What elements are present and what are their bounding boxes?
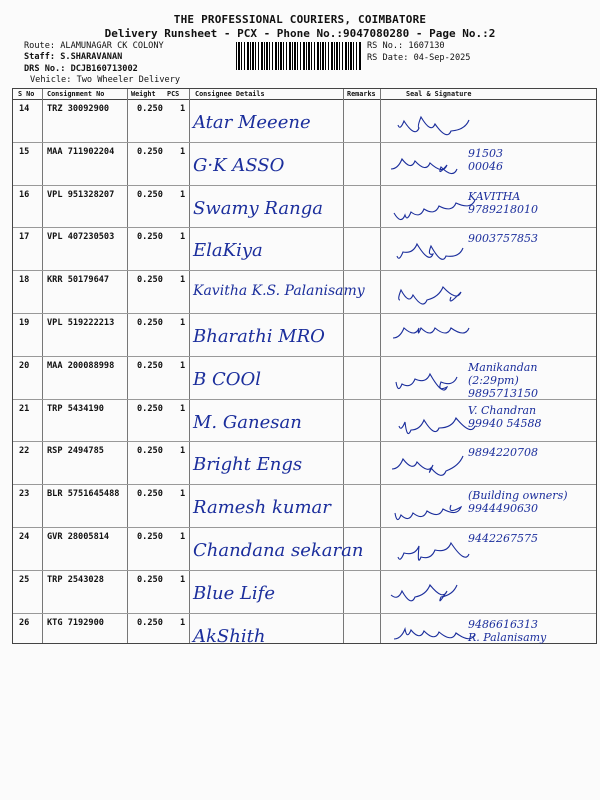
pcs-value: 1 [180, 104, 186, 114]
weight-value: 0.250 [137, 146, 163, 157]
signature-text: 9789218010 [468, 202, 538, 216]
row-sno: 18 [19, 275, 30, 286]
consignment-number: RSP 2494785 [47, 446, 104, 457]
row-sno: 21 [19, 403, 30, 414]
consignee-handwritten: Chandana sekaran [193, 539, 364, 561]
signature-area [383, 575, 588, 611]
signature-text: 9442267575 [468, 531, 538, 545]
signature-area [383, 489, 588, 525]
pcs-value: 1 [180, 275, 186, 286]
consignee-handwritten: AkShith [193, 625, 266, 647]
signature-area [383, 190, 588, 226]
consignment-number: VPL 407230503 [47, 232, 115, 243]
table-row [13, 357, 596, 400]
signature-area [383, 318, 588, 354]
consignee-handwritten: Kavitha K.S. Palanisamy [193, 283, 365, 300]
row-sno: 20 [19, 360, 30, 371]
signature-text: V. Chandran [468, 403, 537, 417]
runsheet-table [12, 88, 597, 647]
row-sno: 17 [19, 232, 30, 243]
weight-value: 0.250 [137, 275, 163, 286]
signature-area [383, 275, 588, 311]
rs-number: RS No.: 1607130 [367, 41, 445, 51]
consignment-number: TRP 2543028 [47, 574, 104, 585]
weight-value: 0.250 [137, 104, 163, 114]
consignee-handwritten: Swamy Ranga [193, 197, 323, 219]
pcs-value: 1 [180, 617, 186, 628]
consignee-handwritten: Blue Life [193, 582, 275, 604]
consignee-handwritten: Atar Meeene [193, 112, 311, 133]
consignee-handwritten: G·K ASSO [193, 154, 285, 176]
staff-label: Staff: S.SHARAVANAN [24, 52, 123, 62]
consignment-number: MAA 200088998 [47, 360, 115, 371]
signature-area [383, 404, 588, 440]
signature-area [383, 618, 588, 654]
table-row [13, 143, 596, 186]
pcs-value: 1 [180, 360, 186, 371]
consignment-number: KTG 7192900 [47, 617, 104, 628]
table-row [13, 528, 596, 571]
col-pcs: PCS [167, 90, 180, 98]
consignee-handwritten: ElaKiya [193, 240, 263, 262]
consignment-number: MAA 711902204 [47, 146, 115, 157]
table-row [13, 228, 596, 271]
pcs-value: 1 [180, 317, 186, 328]
col-weight: Weight [131, 90, 156, 98]
signature-text: (2:29pm) [468, 373, 519, 387]
table-row [13, 186, 596, 229]
consignment-number: VPL 519222213 [47, 317, 115, 328]
pcs-value: 1 [180, 489, 186, 500]
weight-value: 0.250 [137, 617, 163, 628]
table-body [13, 100, 596, 655]
signature-text: R. Palanisamy [468, 630, 547, 644]
weight-value: 0.250 [137, 446, 163, 457]
table-row [13, 314, 596, 357]
signature-scribble [383, 318, 588, 354]
row-sno: 26 [19, 617, 30, 628]
signature-text: 9003757853 [468, 232, 538, 246]
col-seal: Seal & Signature [406, 90, 472, 98]
consignment-number: BLR 5751645488 [47, 489, 120, 500]
consignment-number: GVR 28005814 [47, 531, 110, 542]
weight-value: 0.250 [137, 360, 163, 371]
signature-area [383, 361, 588, 397]
vehicle-label: Vehicle: Two Wheeler Delivery [30, 75, 181, 85]
weight-value: 0.250 [137, 189, 163, 200]
col-consignee: Consignee Details [195, 90, 265, 98]
row-sno: 22 [19, 446, 30, 457]
pcs-value: 1 [180, 189, 186, 200]
signature-text: 9944490630 [468, 502, 538, 516]
signature-text: KAVITHA [468, 189, 521, 203]
weight-value: 0.250 [137, 317, 163, 328]
pcs-value: 1 [180, 574, 186, 585]
signature-text: 9486616313 [468, 617, 538, 631]
consignment-number: TRZ 30092900 [47, 104, 110, 114]
consignment-number: KRR 50179647 [47, 275, 110, 286]
signature-text: 9894220708 [468, 446, 538, 460]
weight-value: 0.250 [137, 232, 163, 243]
consignee-handwritten: Ramesh kumar [193, 497, 331, 519]
signature-scribble [383, 575, 588, 611]
pcs-value: 1 [180, 146, 186, 157]
weight-value: 0.250 [137, 531, 163, 542]
consignee-handwritten: Bharathi MRO [193, 325, 325, 347]
table-row [13, 100, 596, 143]
signature-text: 00046 [468, 159, 503, 173]
signature-area [383, 532, 588, 568]
drs-label: DRS No.: DCJB160713002 [24, 64, 138, 74]
signature-area [383, 104, 588, 140]
runsheet-title: Delivery Runsheet - PCX - Phone No.:9047080280 - Page No.:2 [104, 27, 496, 40]
row-sno: 23 [19, 489, 30, 500]
row-sno: 14 [19, 104, 30, 114]
pcs-value: 1 [180, 232, 186, 243]
col-sno: S No [18, 90, 35, 98]
consignment-number: VPL 951328207 [47, 189, 115, 200]
signature-text: Manikandan [468, 360, 538, 374]
table-row [13, 442, 596, 485]
signature-text: (Building owners) [468, 489, 568, 503]
row-sno: 15 [19, 146, 30, 157]
consignee-handwritten: Bright Engs [193, 454, 303, 476]
table-row [13, 614, 596, 656]
pcs-value: 1 [180, 403, 186, 414]
pcs-value: 1 [180, 531, 186, 542]
weight-value: 0.250 [137, 574, 163, 585]
signature-text: 91503 [468, 146, 503, 160]
consignee-handwritten: M. Ganesan [193, 411, 302, 433]
signature-scribble [383, 104, 588, 140]
table-row [13, 571, 596, 614]
table-header [13, 89, 596, 100]
col-consignment: Consignment No [47, 90, 105, 98]
signature-area [383, 232, 588, 268]
row-sno: 25 [19, 574, 30, 585]
weight-value: 0.250 [137, 403, 163, 414]
signature-text: 99940 54588 [468, 416, 542, 430]
row-sno: 24 [19, 531, 30, 542]
signature-text: 9895713150 [468, 386, 538, 397]
row-sno: 19 [19, 317, 30, 328]
rs-date: RS Date: 04-Sep-2025 [367, 53, 471, 63]
row-sno: 16 [19, 189, 30, 200]
signature-area [383, 446, 588, 482]
table-row [13, 271, 596, 314]
signature-area [383, 147, 588, 183]
pcs-value: 1 [180, 446, 186, 457]
signature-scribble [383, 275, 588, 311]
consignment-number: TRP 5434190 [47, 403, 104, 414]
table-row [13, 400, 596, 443]
company-title: THE PROFESSIONAL COURIERS, COIMBATORE [173, 13, 427, 26]
table-row [13, 485, 596, 528]
weight-value: 0.250 [137, 489, 163, 500]
route-label: Route: ALAMUNAGAR CK COLONY [24, 41, 164, 51]
col-remarks: Remarks [347, 90, 376, 98]
barcode [236, 42, 362, 70]
consignee-handwritten: B COOl [193, 368, 261, 390]
